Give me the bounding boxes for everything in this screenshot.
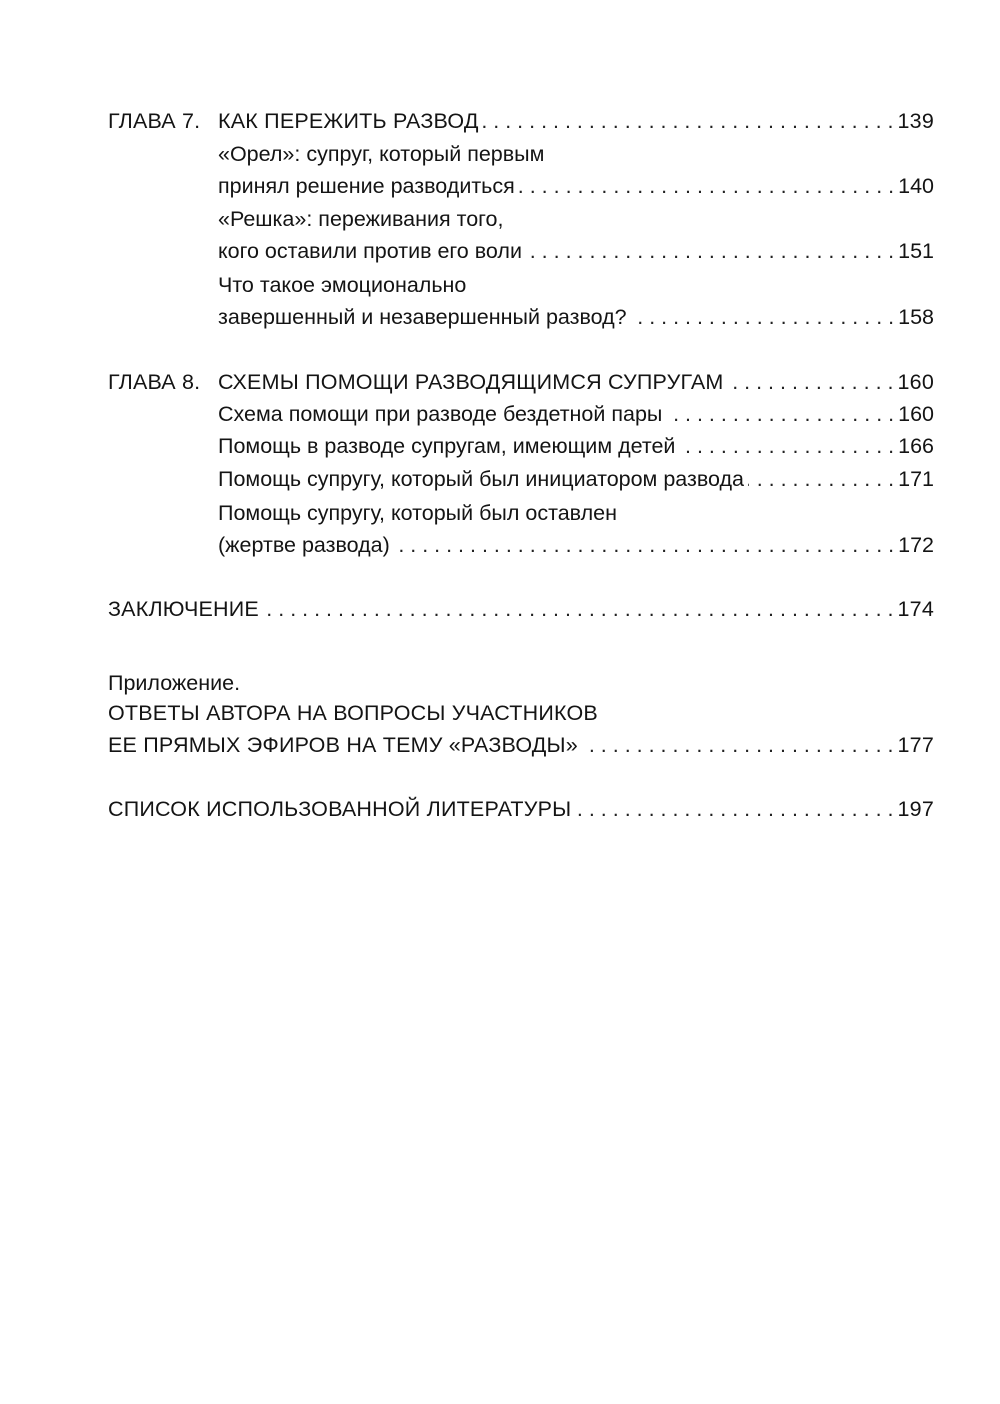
appendix-label: Приложение. xyxy=(108,671,241,695)
dot-leader xyxy=(679,431,894,461)
entry-title: СПИСОК ИСПОЛЬЗОВАННОЙ ЛИТЕРАТУРЫ xyxy=(108,797,572,821)
page-number: 174 xyxy=(897,597,934,621)
chapter-title: КАК ПЕРЕЖИТЬ РАЗВОД xyxy=(218,109,479,133)
page-number: 140 xyxy=(898,174,934,198)
page-number: 172 xyxy=(898,533,934,557)
page-number: 166 xyxy=(898,434,934,458)
toc-entry-line xyxy=(218,270,934,300)
dot-leader xyxy=(394,530,894,560)
toc-entry[interactable] xyxy=(218,236,934,266)
page-number: 171 xyxy=(898,467,934,491)
entry-title: Помощь в разводе супругам, имеющим детей xyxy=(218,434,676,458)
page-number: 139 xyxy=(897,109,934,133)
dot-leader xyxy=(483,106,894,136)
toc-entry[interactable] xyxy=(218,302,934,332)
entry-title: завершенный и незавершенный развод? xyxy=(218,305,627,329)
entry-title: Схема помощи при разводе бездетной пары xyxy=(218,402,663,426)
dot-leader xyxy=(519,171,894,201)
dot-leader xyxy=(728,367,894,397)
toc-entry-conclusion[interactable] xyxy=(108,594,934,624)
dot-leader xyxy=(631,302,894,332)
entry-title: (жертве развода) xyxy=(218,533,390,557)
entry-title: Помощь супругу, который был инициатором развода xyxy=(218,467,745,491)
entry-title: Помощь супругу, который был оставлен xyxy=(218,501,617,525)
toc-entry[interactable] xyxy=(108,367,934,397)
entry-title: Что такое эмоционально xyxy=(218,273,467,297)
chapter-label: ГЛАВА 7. xyxy=(108,109,201,133)
entry-title: «Орел»: супруг, который первым xyxy=(218,142,545,166)
toc-entry[interactable] xyxy=(218,530,934,560)
toc-entry-bibliography[interactable] xyxy=(108,794,934,824)
entry-title: ЕЕ ПРЯМЫХ ЭФИРОВ НА ТЕМУ «РАЗВОДЫ» xyxy=(108,733,578,757)
entry-title: кого оставили против его воли xyxy=(218,239,522,263)
entry-title: ОТВЕТЫ АВТОРА НА ВОПРОСЫ УЧАСТНИКОВ xyxy=(108,701,598,725)
dot-leader xyxy=(575,794,893,824)
dot-leader xyxy=(263,594,894,624)
page-number: 177 xyxy=(897,733,934,757)
toc-entry[interactable] xyxy=(218,399,934,429)
dot-leader xyxy=(526,236,894,266)
page-number: 151 xyxy=(898,239,934,263)
toc-entry-line xyxy=(218,498,934,528)
page-number: 158 xyxy=(898,305,934,329)
page-number: 197 xyxy=(897,797,934,821)
toc-entry[interactable] xyxy=(218,171,934,201)
chapter-label: ГЛАВА 8. xyxy=(108,370,201,394)
toc-entry[interactable] xyxy=(108,106,934,136)
toc-entry-line xyxy=(218,204,934,234)
dot-leader xyxy=(666,399,894,429)
dot-leader xyxy=(582,730,894,760)
toc-entry[interactable] xyxy=(218,431,934,461)
toc-entry-line xyxy=(218,139,934,169)
toc-entry[interactable] xyxy=(108,730,934,760)
toc-entry[interactable] xyxy=(218,464,934,494)
dot-leader xyxy=(748,464,894,494)
entry-title: «Решка»: переживания того, xyxy=(218,207,504,231)
page-number: 160 xyxy=(898,402,934,426)
entry-title: ЗАКЛЮЧЕНИЕ xyxy=(108,597,259,621)
page-number: 160 xyxy=(897,370,934,394)
entry-title: принял решение разводиться xyxy=(218,174,515,198)
chapter-title: СХЕМЫ ПОМОЩИ РАЗВОДЯЩИМСЯ СУПРУГАМ xyxy=(218,370,724,394)
